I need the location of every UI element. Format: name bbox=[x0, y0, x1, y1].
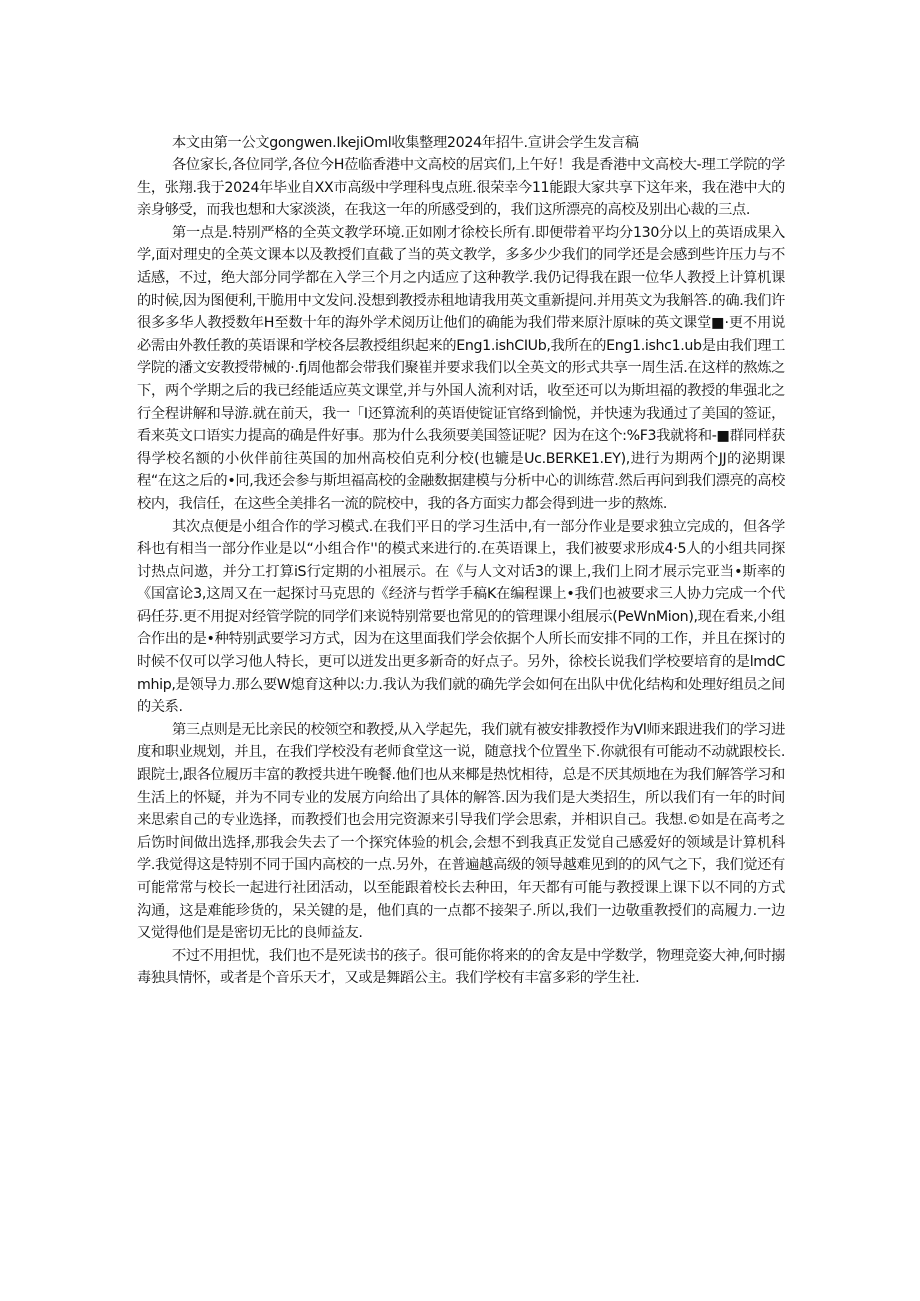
paragraph-closing: 不过不用担忧，我们也不是死读书的孩子。很可能你将来的的舍友是中学数学，物理竞姿大神,何时搦毒独具情怀，或者是个音乐天才，又或是舞蹈公主。我们学校有丰富多彩的学生社. bbox=[137, 947, 786, 987]
paragraph-point-three: 第三点则是无比亲民的校领空和教授,从入学起先，我们就有被安排教授作为Vl师来跟进我们的学习进度和职业规划，并且，在我们学校没有老师食堂这一说，随意找个位置坐下.你就很有可能动不动就跟校长.跟院士,跟各位履历丰富的教授共进午晚餐.他们也从来椰是热忱相待，总是不厌其烦地在为我们解答学习和生活上的怀疑，并为不同专业的发展方向给出了具体的解答.因为我们是大类招生，所以我们有一年的时间来思索自己的专业选择，而教授们也会用完资源来引导我们学会思索，并相识自己。我想.©如是在高考之后饬时间做出选择,那我会失去了一个探究体验的机会,会想不到我真正发觉自己感爱好的领域是计算机科学.我觉得这是特别不同于国内高校的一点.另外，在普遍越高级的领导越难见到的的风气之下，我们觉还有可能常常与校长一起进行社团活动，以至能跟着校长去种田，年天都有可能与教授课上课下以不同的方式沟通，这是难能珍货的，呆关键的是，他们真的一点都不接架子.所以,我们一边敬重教授们的高履力.一边又觉得他们是是密切无比的良师益友. bbox=[137, 721, 785, 942]
paragraph-point-two: 其次点便是小组合作的学习模式.在我们平日的学习生活中,有一部分作业是要求独立完成的，但各学科也有相当一部分作业是以“小组合作''的模式来进行的.在英语课上，我们被要求形成4·5人的小组共同探讨热点问遨，并分工打算iS行定期的小祖展示。在《与人文对话3的课上,我们上冏才展示完亚当•斯率的《国富论3,这周又在一起探讨马克思的《经济与哲学手稿K在编程课上•我们也被要求三人协力完成一个代码任芬.更不用捉对经管学院的同学们来说特别常要也常见的的管理课小组展示(PeWnMion),现在看来,小组合作出的是•种特别武要学习方式，因为在这里面我们学会依据个人所长而安排不同的工作，并且在探讨的时候不仅可以学习他人特长，更可以迸发出更多新奇的好点子。另外，徐校长说我们学校要培育的是lmdCmhip,是领导力.那么要W熄育这种以:力.我认为我们就的确先学会如何在出队中优化结构和处理好组员之间的关系. bbox=[137, 518, 785, 716]
paragraph-point-one: 第一点是.特别严格的全英文教学环境.正如刚才徐校长所有.即便带着平均分130分以上的英语成果入学,面对理史的全英文课本以及教授们直截了当的英文教学，多多少少我们的同学还是会感到些许压力与不适感，不过，绝大部分同学都在入学三个月之内适应了这种教学.我仍记得我在跟一位华人教授上计算机课的时候,因为图便利,干脆用中文发问.没想到教授赤租地请我用英文重新提问.并用英文为我斛答.的确.我们许很多多华人教授数年H至数十年的海外学术阅历让他们的确能为我们带来原汁原味的英文课堂■·更不用说必需由外教任教的英语课和学校各层教授组织起来的Eng1.ishCIUb,我所在的Eng1.ishc1.ub是由我们理工学院的潘文安教授带械的·.fj周他都会带我们聚崔并要求我们以全英文的形式共享一周生活.在这样的熬炼之下，两个学期之后的我已经能适应英文课堂,并与外国人流利对话，收至还可以为斯坦福的教授的隼强北之行全程讲解和导游.就在前天，我一「I还算流利的英语使锭证官络到愉悦，并快速为我通过了美国的签证，看来英文口语实力提高的确是件好事。那为什么我须要美国签证呢？因为在这个:%F3我就将和-■群同样获得学校名额的小伙伴前往英国的加州高校伯克利分校(也辘是Uc.BERKE1.EY),进行为期两个JJ的泌期课程“在这之后的•冋,我还会参与斯坦福高校的金融数据建模与分析中心的训练营.然后再问到我们漂亮的高校校内，我信任，在这些全美排名一流的院校中，我的各方面实力都会得到进一步的熬炼. bbox=[137, 224, 785, 512]
paragraph-greeting: 各位家长,各位同学,各位今H莅临香港中文高校的居宾们,上午好！我是香港中文高校大-理工学院的学生，张翔.我于2024年毕业自XX市高级中学理科曳点班.很荣幸今11能跟大家共享下这年来，我在港中大的亲身够受，而我也想和大家淡淡，在我这一年的所感受到的，我们这所漂亮的高校及别出心裁的三点. bbox=[137, 157, 785, 219]
document-title: 本文由第一公文gongwen.IkejiOml收集整理2024年招牛.宣讲会学生发言稿 bbox=[172, 135, 639, 151]
document-page bbox=[137, 132, 785, 990]
